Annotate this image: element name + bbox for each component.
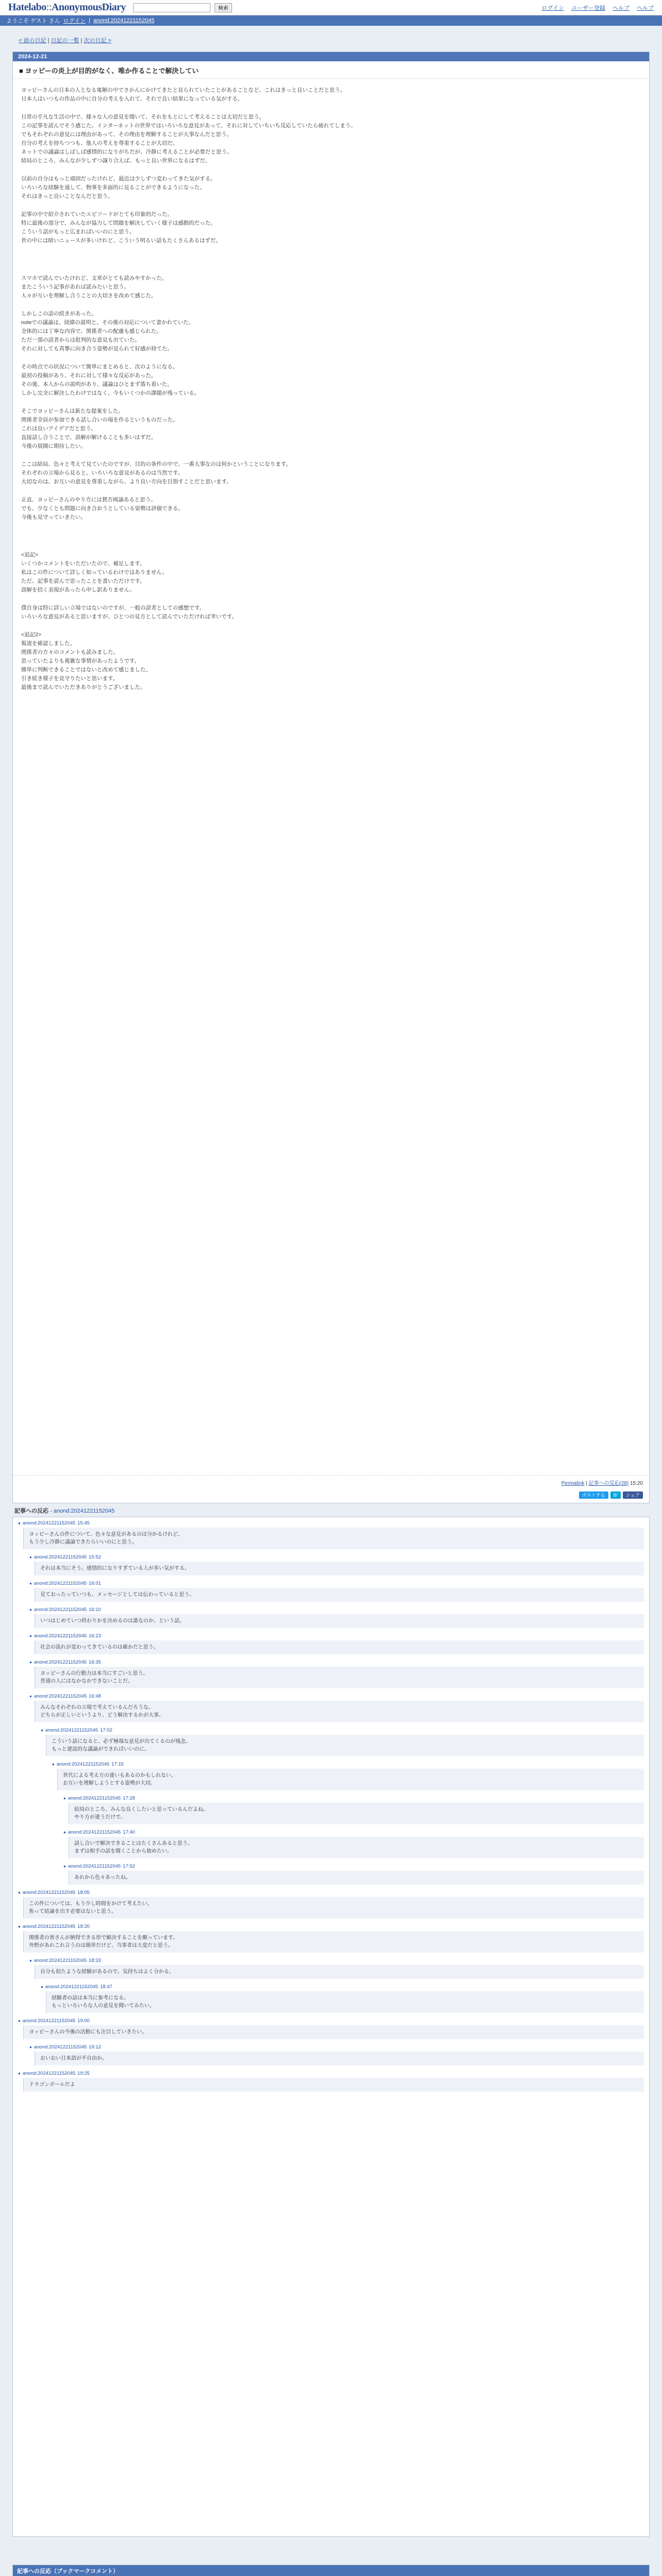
comment-time: 17:28: [123, 1795, 135, 1801]
comment-body: ドラゴンボールだよ: [23, 2078, 644, 2092]
comment-header: [29, 1693, 644, 1699]
comment-id-link[interactable]: anond:20241221152045: [22, 2071, 76, 2076]
facebook-share-button[interactable]: シェア: [623, 1492, 643, 1499]
share-buttons: [13, 1489, 649, 1503]
bullet-icon: ●: [18, 1924, 21, 1929]
comment-id-link[interactable]: anond:20241221152045: [34, 1958, 87, 1963]
comment-id-link[interactable]: anond:20241221152045: [34, 1581, 87, 1586]
comment-id-link[interactable]: anond:20241221152045: [68, 1795, 121, 1801]
article-paragraph: そこでヨッピーさんは新たな提案をした。 関係者全員が参加できる話し合いの場を作るというものだった。 これは良いアイデアだと思う。 直接話し合うことで、誤解が解けることも多いはずだ。 今後の展開に期待したい。: [21, 408, 178, 449]
bullet-icon: ●: [63, 1864, 66, 1869]
comment-time: 16:35: [89, 1659, 101, 1665]
comment-time: 17:15: [111, 1761, 124, 1767]
article-paragraph: スマホで読んでいたけれど、文章がとても読みやすかった。 またこういう記事があれば読みたいと思う。 人々が互いを理解し合うことの大切さを改めて感じた。: [21, 275, 168, 299]
comment-id-link[interactable]: anond:20241221152045: [22, 1520, 76, 1526]
comment: [41, 1727, 644, 1756]
global-nav: [542, 4, 654, 12]
entry-list-link[interactable]: 日記の一覧: [51, 38, 79, 44]
nav-help-2[interactable]: ヘルプ: [637, 5, 654, 11]
paragraph-gap: [21, 255, 641, 274]
article-footer: [13, 1475, 649, 1489]
bookmark-comments-title: 記事への反応（ブックマークコメント）: [13, 2565, 649, 2576]
comment-id-link[interactable]: anond:20241221152045: [34, 1607, 87, 1613]
comment-header: [18, 1520, 644, 1526]
comment: [29, 2044, 644, 2065]
comment-header: [29, 1607, 644, 1613]
comment: [29, 1659, 644, 1688]
bullet-icon: ●: [29, 1958, 32, 1963]
main-content: [0, 26, 662, 2576]
diary-bar-login-link[interactable]: ログイン: [63, 18, 86, 24]
comment: [29, 1554, 644, 1575]
bullet-icon: ●: [18, 1890, 21, 1895]
comment-id-link[interactable]: anond:20241221152045: [22, 1924, 76, 1929]
comment-body: 見ておったっていつも、メッセージとしては伝わっていると思う。: [35, 1588, 644, 1602]
comment-body: こういう話になると、必ず極端な意見が出てくるのが残念。 もっと建設的な議論ができればいいのに。: [46, 1735, 644, 1756]
comment-header: [29, 1659, 644, 1665]
comment-time: 17:40: [123, 1829, 135, 1835]
bullet-icon: ●: [41, 1985, 43, 1989]
permalink[interactable]: Permalink: [561, 1481, 585, 1486]
bullet-icon: ●: [18, 1521, 21, 1526]
comment-body: おいおい日本語が不自由か。: [35, 2052, 644, 2065]
comment: [29, 1693, 644, 1722]
comment-header: [63, 1829, 644, 1835]
comment-time: 18:47: [100, 1984, 112, 1990]
comment-header: [29, 1554, 644, 1560]
comment-header: [29, 1958, 644, 1963]
comment-time: 15:45: [77, 1520, 90, 1526]
bullet-icon: ●: [18, 2071, 21, 2076]
comment: [29, 1581, 644, 1602]
article-paragraph: 記事の中で紹介されていたエピソードがとても印象的だった。 特に最後の部分で、みんなが協力して問題を解決していく様子は感動的だった。 こういう話がもっと広まればいいのにと思う。 世の中には暗いニュースが多いけれど、こういう明るい話もたくさんあるはずだ。: [21, 211, 221, 244]
comment-id-link[interactable]: anond:20241221152045: [34, 1633, 87, 1639]
comment: [29, 1958, 644, 1979]
nav-login[interactable]: ログイン: [541, 5, 564, 11]
logo-separator: ::: [46, 2, 52, 13]
article-paragraph: <追記2> 報道を確認しました。 関係者の方々のコメントも読みました。 思っていたよりも複雑な事情があったようです。 簡単に判断できることではないと改めて感じました。 引き続き様子を見守りたいと思います。 最後まで読んでいただきありがとうございました。: [21, 632, 151, 690]
article-paragraph: ヨッピーさんの日本の人となる電解の中でさかんにかけてきたと見られていたことがあることなど、これはきっと良いことだと思う。 日本人はいつもの作品の中に自分の考えを入れて、それで良い結果になっている気がする。: [21, 87, 346, 102]
comment-id-link[interactable]: anond:20241221152045: [56, 1761, 110, 1767]
comment: [52, 1761, 644, 1790]
bullet-icon: ●: [29, 1555, 32, 1560]
comment-header: [18, 2018, 644, 2024]
prev-entry-link[interactable]: < 前の日記: [19, 38, 46, 44]
comment: [63, 1863, 644, 1885]
comment: [18, 2071, 644, 2092]
article-paragraph: その時点での状況について簡単にまとめると、次のようになる。 最初の投稿があり、それに対して様々な反応があった。 その後、本人からの説明があり、議論はひとまず落ち着いた。 しかし完全に解決したわけではなく、今もいくつかの課題が残っている。: [21, 364, 200, 396]
logo-sub: AnonymousDiary: [51, 2, 126, 13]
comments-tree: [12, 1517, 650, 2537]
comment-id-link[interactable]: anond:20241221152045: [34, 2044, 87, 2050]
article-title[interactable]: ■ ヨッピーの炎上が目的がなく、唯か作ることで解決してい: [13, 61, 649, 79]
comment-time: 16:23: [89, 1633, 101, 1639]
comment-id-link[interactable]: anond:20241221152045: [68, 1863, 121, 1869]
comment-header: [29, 1581, 644, 1586]
bullet-icon: ●: [29, 1660, 32, 1665]
article-date: 2024-12-21: [13, 52, 649, 61]
comment: [18, 1924, 644, 1953]
comment-time: 16:01: [89, 1581, 101, 1586]
comment-time: 15:52: [89, 1554, 101, 1560]
post-share-button[interactable]: ポストする: [579, 1492, 608, 1499]
comment-id-link[interactable]: anond:20241221152045: [45, 1984, 98, 1990]
article-paragraph: しかしこの話の続きがあった。 noteでの議論は、経緯の説明と、その後の対応について書かれていた。 全体的には丁寧な内容で、関係者への配慮も感じられた。 ただ一部の読者からは批判的な意見も出ていた。 それに対しても真摯に向き合う姿勢が見られて好感が持てた。: [21, 311, 194, 352]
diary-bar: [0, 15, 662, 26]
bullet-icon: ●: [29, 1694, 32, 1699]
logo-main: Hatelabo: [8, 2, 46, 13]
comment-time: 19:00: [77, 2018, 90, 2024]
nav-register[interactable]: ユーザー登録: [571, 5, 605, 11]
comment-header: [63, 1863, 644, 1869]
comment: [18, 1890, 644, 1919]
pager: [19, 36, 650, 44]
comment-header: [41, 1727, 644, 1733]
comment-time: 18:05: [77, 1890, 90, 1895]
bullet-icon: ●: [41, 1728, 43, 1733]
comments-title: 記事への反応: [14, 1508, 48, 1514]
paragraph-gap: [21, 531, 641, 551]
comment-id-link[interactable]: anond:20241221152045: [22, 1890, 76, 1895]
comment-body: 自分も似たような経験があるので、気持ちはよく分かる。: [35, 1965, 644, 1979]
comment-time: 19:25: [77, 2071, 90, 2076]
comment: [29, 1607, 644, 1628]
comment-body: いつはじめていつ終わりかを決めるのは誰なのか、という話。: [35, 1614, 644, 1628]
comments-heading: [12, 1503, 650, 1517]
bullet-icon: ●: [18, 2019, 21, 2023]
comment-time: 16:48: [89, 1693, 101, 1699]
comment-body: 経験者の話は本当に参考になる。 もっといろいろな人の意見を聞いてみたい。: [46, 1991, 644, 2013]
comment: [63, 1795, 644, 1824]
bookmark-comments-box: [12, 2565, 650, 2576]
comment-body: ヨッピーさんの行動力は本当にすごいと思う。 普通の人にはなかなかできないことだ。: [35, 1667, 644, 1688]
diary-bar-entry-link[interactable]: anond:20241221152045: [93, 18, 155, 24]
global-header: [0, 0, 662, 15]
comment: [18, 1520, 644, 1549]
comment-id-link[interactable]: anond:20241221152045: [34, 1693, 87, 1699]
comment-body: ヨッピーさんの今後の活動にも注目していきたい。: [23, 2025, 644, 2039]
comment-time: 18:20: [77, 1924, 90, 1929]
pager-sep-1: |: [47, 38, 49, 44]
comment-id-link[interactable]: anond:20241221152045: [34, 1554, 87, 1560]
comment: [63, 1829, 644, 1858]
comment-id-link[interactable]: anond:20241221152045: [45, 1727, 98, 1733]
comment-body: みんなそれぞれの立場で考えているんだろうな。 どちらが正しいというより、どう解決するかが大事。: [35, 1701, 644, 1722]
pager-sep-2: |: [80, 38, 82, 44]
article-foot-sep: |: [586, 1481, 587, 1486]
search-input[interactable]: [133, 3, 210, 12]
comment-header: [18, 2071, 644, 2076]
bullet-icon: ●: [29, 2045, 32, 2049]
comment-body: 関係者の皆さんが納得できる形で解決することを願っています。 外野があれこれ言うのは簡単だけど、当事者は大変だと思う。: [23, 1931, 644, 1953]
next-entry-link[interactable]: 次の日記 >: [84, 38, 111, 44]
bullet-icon: ●: [63, 1796, 66, 1801]
article-paragraph: ここは結局、色々と考えて見ていたのですが、目的の条件の中で、一番大事なのは何かということになります。 それぞれの立場から見ると、いろいろな意見があるのは当然です。 大切なのは、お互いの意見を尊重しながら、より良い方向を目指すことだと思います。: [21, 461, 291, 485]
comment-body: 社会の流れが変わってきているのは確かだと思う。: [35, 1640, 644, 1654]
comment-id-link[interactable]: anond:20241221152045: [34, 1659, 87, 1665]
comment: [41, 1984, 644, 2013]
bullet-icon: ●: [29, 1581, 32, 1586]
article-paragraph: 僕自身は特に詳しい立場ではないのですが、一般の読者としての感想です。 いろいろな意見があると思いますが、ひとつの見方として読んでいただければ幸いです。: [21, 605, 237, 620]
comment-header: [18, 1890, 644, 1895]
bullet-icon: ●: [29, 1607, 32, 1612]
comment-header: [41, 1984, 644, 1990]
comment-time: 19:12: [89, 2044, 101, 2050]
comment-time: 17:02: [100, 1727, 112, 1733]
article-body: [13, 79, 649, 1475]
comment-header: [63, 1795, 644, 1801]
comment-time: 17:52: [123, 1863, 135, 1869]
comment-body: ヨッピーさんの件について、色々な意見があるのは分かるけれど、 もう少し冷静に議論できたらいいのにと思う。: [23, 1528, 644, 1549]
article-paragraph: 日常の平凡な生活の中で、様々な人の意見を聞いて、それをもとにして考えることは大切だと思う。 この記事を読んでそう感じた。インターネットの世界ではいろいろな意見があって、それに対していちいち反応していたら疲れてしまう。 でもそれぞれの意見には理由があって、その理由を理解することが大事なんだと思う。 自分の考えを持ちつつも、他人の考えを尊重することが大切だ。 ネットでの議論はしばしば感情的になりがちだが、冷静に考えることが必要だと思う。 結局のところ、みんなが少しずつ譲り合えば、もっと良い世界になるはずだ。: [21, 114, 356, 164]
comment: [29, 1633, 644, 1654]
article-paragraph: 以前の自分はもっと頑固だったけれど、最近は少しずつ変わってきた気がする。 いろいろな経験を通して、物事を多面的に見ることができるようになった。 それはきっと良いことなんだと思う。: [21, 176, 216, 199]
article-paragraph: 正直、ヨッピーさんのやり方には賛否両論あると思う。 でも、少なくとも問題に向き合おうとしている姿勢は評価できる。 今後も見守っていきたい。: [21, 497, 184, 520]
comment-header: [29, 2044, 644, 2050]
comment-time: 16:10: [89, 1607, 101, 1613]
comment-header: [52, 1761, 644, 1767]
article: [12, 52, 650, 1503]
comment-body: この件については、もう少し時間をかけて考えたい。 焦って結論を出す必要はないと思う。: [23, 1897, 644, 1919]
comment-header: [29, 1633, 644, 1639]
bookmark-share-button[interactable]: B!: [610, 1492, 621, 1499]
site-logo[interactable]: [8, 2, 126, 13]
article-paragraph: <追記> いくつかコメントをいただいたので、補足します。 私はこの件について詳しく知っているわけではありません。 ただ、記事を読んで思ったことを書いただけです。 誤解を招く表現があったら申し訳ありません。: [21, 552, 168, 593]
bullet-icon: ●: [63, 1830, 66, 1835]
comments-subtitle[interactable]: - anond:20241221152045: [50, 1508, 115, 1514]
reactions-link[interactable]: 記事への反応(28): [588, 1481, 629, 1486]
search-button[interactable]: 検索: [214, 3, 232, 12]
bullet-icon: ●: [52, 1762, 55, 1767]
comment-id-link[interactable]: anond:20241221152045: [22, 2018, 76, 2024]
comment-body: 話し合いで解決できることはたくさんあると思う。 まずは相手の話を聞くことから始めたい。: [69, 1837, 644, 1858]
nav-help[interactable]: ヘルプ: [613, 5, 630, 11]
comment-id-link[interactable]: anond:20241221152045: [68, 1829, 121, 1835]
comment-body: 結局のところ、みんな良くしたいと思っているんだよね。 やり方が違うだけで。: [69, 1803, 644, 1824]
comment-body: あれから色々あったね。: [69, 1871, 644, 1885]
comment-body: それは本当にそう。感情的になりすぎている人が多い気がする。: [35, 1562, 644, 1575]
comment-body: 世代による考え方の違いもあるのかもしれない。 お互いを理解しようとする姿勢が大切。: [57, 1769, 644, 1790]
comment-header: [18, 1924, 644, 1929]
bullet-icon: ●: [29, 1634, 32, 1638]
article-time: 15:20: [630, 1481, 643, 1486]
welcome-text: ようこそ ゲスト さん: [6, 18, 60, 24]
diary-bar-separator: |: [89, 18, 90, 24]
comment: [18, 2018, 644, 2039]
comment-time: 18:33: [89, 1958, 101, 1963]
